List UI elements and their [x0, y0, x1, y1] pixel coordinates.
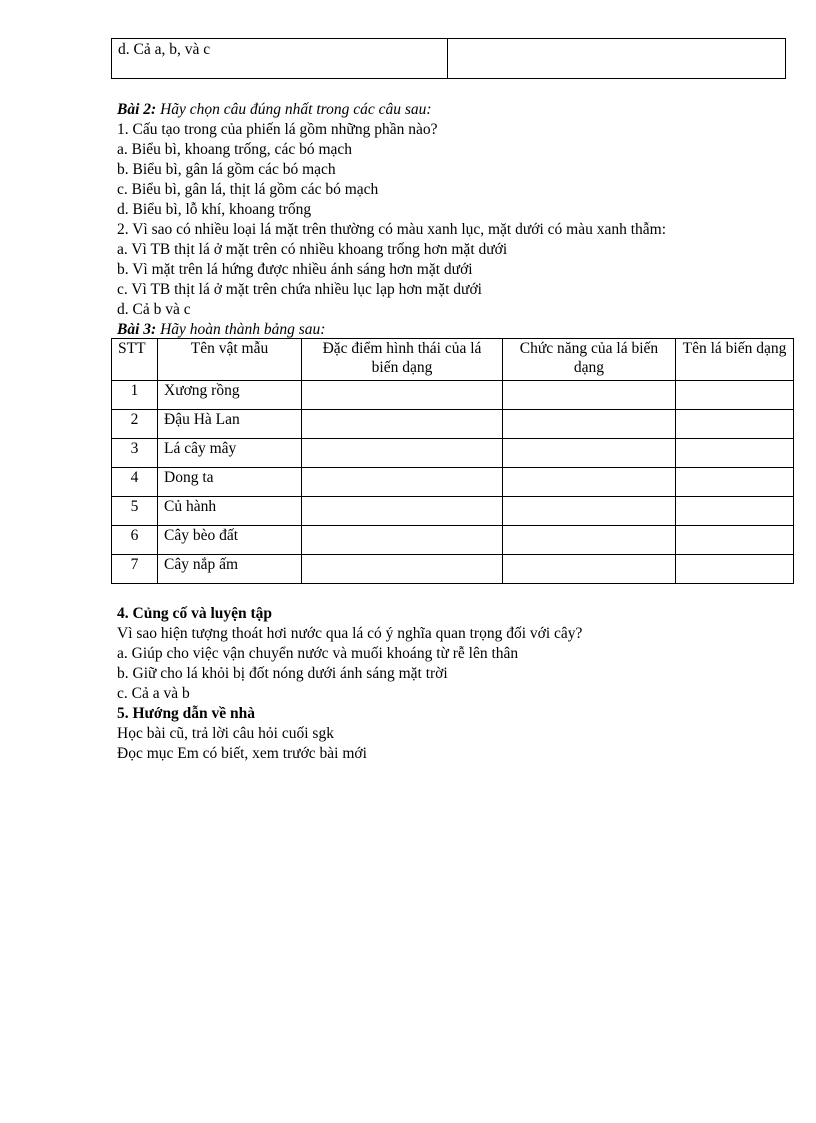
- exercise-3-table: [111, 338, 794, 584]
- header-stt: STT: [112, 339, 158, 381]
- question-2-option-b: b. Vì mặt trên lá hứng được nhiều ánh sáng hơn mặt dưới: [117, 261, 473, 278]
- question-1-option-d: d. Biểu bì, lỗ khí, khoang trống: [117, 201, 312, 218]
- table-row: [112, 381, 794, 410]
- question-1-option-b: b. Biểu bì, gân lá gồm các bó mạch: [117, 161, 336, 178]
- review-option-b: b. Giữ cho lá khỏi bị đốt nóng dưới ánh sáng mặt trời: [117, 665, 448, 682]
- cell-stt: 5: [112, 497, 158, 526]
- cell-stt: 4: [112, 468, 158, 497]
- cell-morphology[interactable]: [302, 555, 503, 584]
- exercise-2: [117, 100, 797, 340]
- question-2-option-d: d. Cả b và c: [117, 301, 191, 318]
- cell-function[interactable]: [503, 526, 676, 555]
- cell-function[interactable]: [503, 497, 676, 526]
- header-function: Chức năng của lá biến dạng: [503, 339, 676, 381]
- cell-function[interactable]: [503, 468, 676, 497]
- cell-morphology[interactable]: [302, 381, 503, 410]
- cell-stt: 7: [112, 555, 158, 584]
- answer-table-fragment: [111, 38, 786, 79]
- cell-leaf-name[interactable]: [676, 410, 794, 439]
- cell-leaf-name[interactable]: [676, 468, 794, 497]
- cell-function[interactable]: [503, 381, 676, 410]
- cell-leaf-name[interactable]: [676, 381, 794, 410]
- exercise-3-instruction: Hãy hoàn thành bảng sau:: [156, 321, 326, 338]
- review-question: Vì sao hiện tượng thoát hơi nước qua lá có ý nghĩa quan trọng đối với cây?: [117, 625, 583, 642]
- cell-stt: 1: [112, 381, 158, 410]
- section-5-heading: 5. Hướng dẫn về nhà: [117, 705, 256, 722]
- question-2-option-c: c. Vì TB thịt lá ở mặt trên chứa nhiều lục lạp hơn mặt dưới: [117, 281, 482, 298]
- table-row: [112, 439, 794, 468]
- exercise-2-instruction: Hãy chọn câu đúng nhất trong các câu sau:: [156, 101, 432, 118]
- cell-specimen: Dong ta: [158, 468, 302, 497]
- cell-function[interactable]: [503, 555, 676, 584]
- table-row: [112, 468, 794, 497]
- cell-leaf-name[interactable]: [676, 526, 794, 555]
- section-4-heading: 4. Củng cố và luyện tập: [117, 605, 273, 622]
- table-row: [112, 410, 794, 439]
- homework-line-2: Đọc mục Em có biết, xem trước bài mới: [117, 745, 367, 762]
- exercise-3-title: [117, 320, 797, 340]
- review-option-c: c. Cả a và b: [117, 685, 190, 702]
- header-specimen-name: Tên vật mẫu: [158, 339, 302, 381]
- review-section: [117, 604, 797, 764]
- cell-leaf-name[interactable]: [676, 555, 794, 584]
- cell-morphology[interactable]: [302, 410, 503, 439]
- answer-option-d: d. Cả a, b, và c: [112, 39, 448, 79]
- cell-specimen: Xương rồng: [158, 381, 302, 410]
- cell-function[interactable]: [503, 439, 676, 468]
- cell-stt: 3: [112, 439, 158, 468]
- cell-specimen: Cây nắp ấm: [158, 555, 302, 584]
- cell-specimen: Đậu Hà Lan: [158, 410, 302, 439]
- question-2: 2. Vì sao có nhiều loại lá mặt trên thường có màu xanh lục, mặt dưới có màu xanh thẫm:: [117, 221, 667, 238]
- answer-empty-cell: [448, 39, 786, 79]
- question-1: 1. Cấu tạo trong của phiến lá gồm những phần nào?: [117, 121, 438, 138]
- cell-specimen: Củ hành: [158, 497, 302, 526]
- cell-leaf-name[interactable]: [676, 497, 794, 526]
- exercise-3-label: Bài 3:: [117, 321, 157, 338]
- homework-line-1: Học bài cũ, trả lời câu hỏi cuối sgk: [117, 725, 334, 742]
- cell-specimen: Cây bèo đất: [158, 526, 302, 555]
- table-row: [112, 555, 794, 584]
- cell-function[interactable]: [503, 410, 676, 439]
- header-morphology: Đặc điểm hình thái của lá biến dạng: [302, 339, 503, 381]
- cell-morphology[interactable]: [302, 497, 503, 526]
- question-2-option-a: a. Vì TB thịt lá ở mặt trên có nhiều khoang trống hơn mặt dưới: [117, 241, 508, 258]
- question-1-option-c: c. Biểu bì, gân lá, thịt lá gồm các bó mạch: [117, 181, 379, 198]
- exercise-2-title: [117, 100, 797, 120]
- exercise-2-label: Bài 2:: [117, 101, 157, 118]
- cell-leaf-name[interactable]: [676, 439, 794, 468]
- table-row: [112, 497, 794, 526]
- cell-morphology[interactable]: [302, 526, 503, 555]
- cell-specimen: Lá cây mây: [158, 439, 302, 468]
- table-header-row: [112, 339, 794, 381]
- header-modified-leaf-name: Tên lá biến dạng: [676, 339, 794, 381]
- table-row: [112, 39, 786, 79]
- question-1-option-a: a. Biểu bì, khoang trống, các bó mạch: [117, 141, 353, 158]
- cell-morphology[interactable]: [302, 468, 503, 497]
- cell-stt: 6: [112, 526, 158, 555]
- cell-stt: 2: [112, 410, 158, 439]
- review-option-a: a. Giúp cho việc vận chuyển nước và muối khoáng từ rễ lên thân: [117, 645, 519, 662]
- table-row: [112, 526, 794, 555]
- cell-morphology[interactable]: [302, 439, 503, 468]
